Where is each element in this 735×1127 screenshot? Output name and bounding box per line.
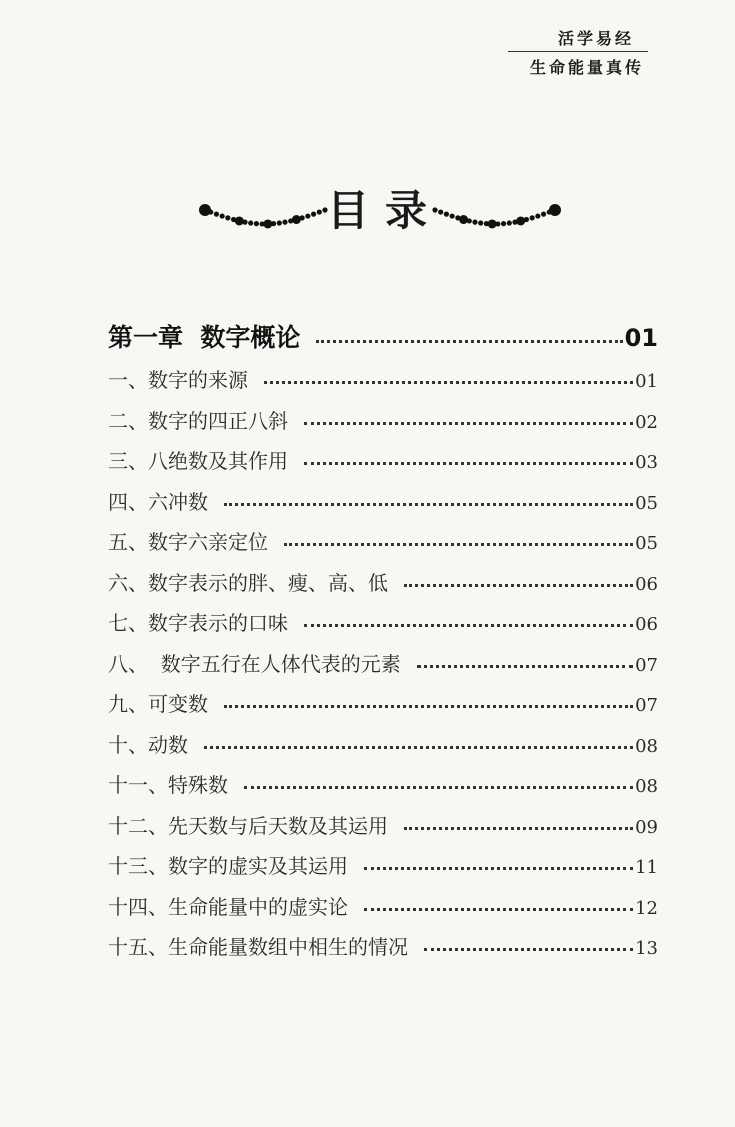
dot-leader xyxy=(304,420,633,425)
toc-row-page-number: 06 xyxy=(635,573,658,595)
toc-row-page-number: 06 xyxy=(635,614,658,635)
toc-row[interactable] xyxy=(108,364,658,405)
toc-row-title: 十三、数字的虚实及其运用 xyxy=(108,854,348,878)
dot-leader xyxy=(424,946,633,951)
header-book-title: 生命能量真传 xyxy=(529,58,644,77)
toc-row-title: 十一、特殊数 xyxy=(108,773,228,797)
toc-row-title: 十、动数 xyxy=(108,732,188,757)
chapter-title: 第一章 数字概论 xyxy=(108,323,301,352)
toc-heading xyxy=(195,176,565,246)
toc-row[interactable] xyxy=(108,769,658,810)
toc-row-page-number: 05 xyxy=(635,492,658,514)
dot-leader xyxy=(316,338,622,343)
toc-row-page-number: 01 xyxy=(635,371,658,392)
header-divider xyxy=(508,51,648,52)
toc-row[interactable] xyxy=(108,850,658,891)
dot-leader xyxy=(304,622,633,627)
dot-leader xyxy=(404,825,633,830)
toc-row[interactable] xyxy=(108,567,658,608)
toc-row[interactable] xyxy=(108,810,658,851)
toc-row-title: 九、可变数 xyxy=(108,692,208,716)
toc-row[interactable] xyxy=(108,729,658,770)
toc-row[interactable] xyxy=(108,688,658,729)
dot-leader xyxy=(224,501,633,506)
toc-row-title: 五、数字六亲定位 xyxy=(108,530,268,554)
dot-leader xyxy=(244,784,633,789)
toc-row-title: 一、数字的来源 xyxy=(108,368,248,392)
chapter-page-number: 01 xyxy=(624,324,658,352)
toc-row-title: 二、数字的四正八斜 xyxy=(108,408,288,433)
dot-leader xyxy=(304,460,633,465)
dot-leader xyxy=(224,703,633,708)
toc-row-page-number: 11 xyxy=(635,857,658,878)
toc-row[interactable] xyxy=(108,526,658,567)
toc-row-page-number: 07 xyxy=(635,695,658,716)
header-book-series: 活学易经 xyxy=(557,29,634,48)
dot-leader xyxy=(284,541,633,546)
toc-row-page-number: 08 xyxy=(635,776,658,797)
toc-row-page-number: 13 xyxy=(635,938,658,959)
toc-row[interactable] xyxy=(108,891,658,932)
dot-leader xyxy=(264,379,633,384)
toc-row-title: 三、八绝数及其作用 xyxy=(108,449,288,473)
toc-row[interactable] xyxy=(108,607,658,648)
toc-row-page-number: 09 xyxy=(635,816,658,838)
toc-row-page-number: 08 xyxy=(635,735,658,757)
toc-row-page-number: 12 xyxy=(635,897,658,919)
toc-row-title: 十五、生命能量数组中相生的情况 xyxy=(108,935,408,959)
running-header xyxy=(508,28,648,79)
page-title: 目录 xyxy=(326,186,443,235)
dot-leader xyxy=(364,865,633,870)
dot-leader xyxy=(204,744,633,749)
toc-row[interactable] xyxy=(108,648,658,689)
toc-row-title: 十四、生命能量中的虚实论 xyxy=(108,894,348,919)
toc-section-list xyxy=(108,364,658,972)
toc-row-title: 四、六冲数 xyxy=(108,489,208,514)
toc-row-page-number: 05 xyxy=(635,533,658,554)
toc-row-title: 六、数字表示的胖、瘦、高、低 xyxy=(108,570,388,595)
dot-leader xyxy=(404,582,633,587)
toc-row-page-number: 03 xyxy=(635,452,658,473)
table-of-contents xyxy=(108,318,658,972)
toc-row[interactable] xyxy=(108,445,658,486)
toc-row[interactable] xyxy=(108,405,658,446)
toc-row[interactable] xyxy=(108,931,658,972)
toc-row-title: 八、 数字五行在人体代表的元素 xyxy=(108,651,401,676)
toc-row[interactable] xyxy=(108,486,658,527)
toc-row-title: 七、数字表示的口味 xyxy=(108,611,288,635)
toc-row-page-number: 07 xyxy=(635,654,658,676)
toc-row-title: 十二、先天数与后天数及其运用 xyxy=(108,813,388,838)
dot-leader xyxy=(417,663,633,668)
dot-leader xyxy=(364,906,633,911)
toc-row-page-number: 02 xyxy=(635,411,658,433)
toc-chapter-row[interactable] xyxy=(108,318,658,364)
